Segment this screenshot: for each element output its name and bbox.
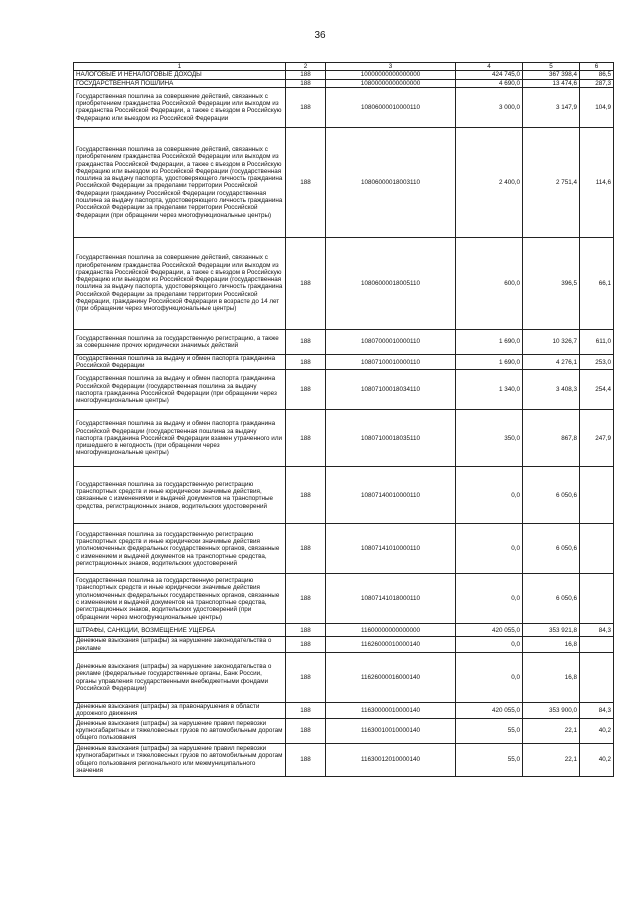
table-row	[74, 467, 614, 524]
plan-value: 420 055,0	[456, 624, 523, 637]
admin-code: 188	[286, 743, 326, 776]
actual-value: 367 398,4	[523, 71, 580, 79]
plan-value: 0,0	[456, 467, 523, 524]
item-name: Денежные взыскания (штрафы) за нарушение законодательства о рекламе (федеральные государственные органы, Банк России, органы управления государственными внебюджетными фондами Российской Федерации)	[74, 653, 286, 703]
admin-code: 188	[286, 703, 326, 719]
table-row	[74, 624, 614, 637]
budget-code: 10807141010000110	[326, 524, 456, 574]
table-row	[74, 524, 614, 574]
column-header: 1	[74, 63, 286, 71]
actual-value: 353 900,0	[523, 703, 580, 719]
item-name: Государственная пошлина за государственную регистрацию транспортных средств и иные юридически значимые действия уполномоченных федеральных государственных органов, связанные с изменением и выдачей документов на транспортные средства, регистрационных знаков, водительских удостоверений (при обращении через многофункциональные центры)	[74, 574, 286, 624]
actual-value: 396,5	[523, 237, 580, 329]
admin-code: 188	[286, 79, 326, 87]
plan-value: 2 400,0	[456, 127, 523, 237]
actual-value: 4 276,1	[523, 354, 580, 370]
budget-code: 10806000018003110	[326, 127, 456, 237]
plan-value: 350,0	[456, 410, 523, 467]
percent-value: 287,3	[580, 79, 614, 87]
budget-code: 10807100018034110	[326, 370, 456, 410]
column-header: 5	[523, 63, 580, 71]
item-name: Государственная пошлина за совершение действий, связанных с приобретением гражданства Российской Федерации или выходом из гражданства Российской Федерации, а также с въездом в Российскую Федерацию или выездом из Российской Федерации (государственная пошлина за выдачу паспорта, удостоверяющего личность гражданина Российской Федерации за пределами территории Российской Федерации, гражданину Российской Федерации в возрасте до 14 лет (при обращении через многофункциональные центры)	[74, 237, 286, 329]
actual-value: 22,1	[523, 743, 580, 776]
plan-value: 424 745,0	[456, 71, 523, 79]
actual-value: 2 751,4	[523, 127, 580, 237]
item-name: Денежные взыскания (штрафы) за нарушение правил перевозки крупногабаритных и тяжеловесных грузов по автомобильным дорогам общего пользования	[74, 718, 286, 743]
table-row	[74, 703, 614, 719]
table-row	[74, 653, 614, 703]
item-name: Денежные взыскания (штрафы) за правонарушения в области дорожного движения	[74, 703, 286, 719]
percent-value	[580, 524, 614, 574]
page-number: 36	[314, 30, 326, 41]
item-name: ГОСУДАРСТВЕННАЯ ПОШЛИНА	[74, 79, 286, 87]
actual-value: 13 474,6	[523, 79, 580, 87]
budget-code: 10806000010000110	[326, 87, 456, 127]
column-header: 3	[326, 63, 456, 71]
admin-code: 188	[286, 127, 326, 237]
admin-code: 188	[286, 237, 326, 329]
plan-value: 420 055,0	[456, 703, 523, 719]
plan-value: 1 690,0	[456, 329, 523, 354]
percent-value: 247,9	[580, 410, 614, 467]
actual-value: 6 050,6	[523, 574, 580, 624]
item-name: Денежные взыскания (штрафы) за нарушение законодательства о рекламе	[74, 637, 286, 653]
percent-value: 84,3	[580, 624, 614, 637]
admin-code: 188	[286, 87, 326, 127]
actual-value: 867,8	[523, 410, 580, 467]
table-row	[74, 329, 614, 354]
table-row	[74, 410, 614, 467]
table-row	[74, 743, 614, 776]
admin-code: 188	[286, 637, 326, 653]
budget-code: 10807100018035110	[326, 410, 456, 467]
actual-value: 3 147,9	[523, 87, 580, 127]
item-name: Государственная пошлина за государственную регистрацию, а также за совершение прочих юридически значимых действий	[74, 329, 286, 354]
percent-value: 84,3	[580, 703, 614, 719]
plan-value: 600,0	[456, 237, 523, 329]
table-row	[74, 71, 614, 79]
percent-value: 253,0	[580, 354, 614, 370]
column-header: 4	[456, 63, 523, 71]
percent-value: 40,2	[580, 718, 614, 743]
actual-value: 16,8	[523, 637, 580, 653]
budget-code: 11630010010000140	[326, 718, 456, 743]
budget-code: 11630012010000140	[326, 743, 456, 776]
percent-value: 66,1	[580, 237, 614, 329]
item-name: Государственная пошлина за выдачу и обмен паспорта гражданина Российской Федерации	[74, 354, 286, 370]
admin-code: 188	[286, 354, 326, 370]
table-row	[74, 237, 614, 329]
admin-code: 188	[286, 524, 326, 574]
item-name: Денежные взыскания (штрафы) за нарушение правил перевозки крупногабаритных и тяжеловесных грузов по автомобильным дорогам общего пользования регионального или межмуниципального значения	[74, 743, 286, 776]
percent-value: 104,9	[580, 87, 614, 127]
budget-code: 10807100010000110	[326, 354, 456, 370]
plan-value: 1 690,0	[456, 354, 523, 370]
table-row	[74, 354, 614, 370]
actual-value: 10 326,7	[523, 329, 580, 354]
item-name: Государственная пошлина за выдачу и обмен паспорта гражданина Российской Федерации (государственная пошлина за выдачу паспорта гражданина Российской Федерации взамен утраченного или пришедшего в негодность (при обращении через многофункциональные центры)	[74, 410, 286, 467]
item-name: Государственная пошлина за государственную регистрацию транспортных средств и иные юридически значимые действия уполномоченных федеральных государственных органов, связанные с изменением и выдачей документов на транспортные средства, регистрационных знаков, водительских удостоверений	[74, 524, 286, 574]
percent-value	[580, 653, 614, 703]
percent-value	[580, 574, 614, 624]
admin-code: 188	[286, 71, 326, 79]
plan-value: 0,0	[456, 574, 523, 624]
plan-value: 55,0	[456, 718, 523, 743]
table-row	[74, 574, 614, 624]
actual-value: 6 050,6	[523, 524, 580, 574]
budget-code: 10807140010000110	[326, 467, 456, 524]
actual-value: 3 408,3	[523, 370, 580, 410]
admin-code: 188	[286, 329, 326, 354]
percent-value: 611,0	[580, 329, 614, 354]
table-row	[74, 637, 614, 653]
admin-code: 188	[286, 370, 326, 410]
plan-value: 55,0	[456, 743, 523, 776]
percent-value	[580, 467, 614, 524]
plan-value: 1 340,0	[456, 370, 523, 410]
item-name: НАЛОГОВЫЕ И НЕНАЛОГОВЫЕ ДОХОДЫ	[74, 71, 286, 79]
table-row	[74, 718, 614, 743]
percent-value: 40,2	[580, 743, 614, 776]
admin-code: 188	[286, 624, 326, 637]
budget-code: 10800000000000000	[326, 79, 456, 87]
percent-value: 86,5	[580, 71, 614, 79]
plan-value: 3 000,0	[456, 87, 523, 127]
admin-code: 188	[286, 653, 326, 703]
budget-code: 10807000010000110	[326, 329, 456, 354]
budget-code: 10000000000000000	[326, 71, 456, 79]
item-name: Государственная пошлина за государственную регистрацию транспортных средств и иные юридически значимые действия, связанные с изменениями и выдачей документов на транспортные средства, регистрационных знаков, водительских удостоверений	[74, 467, 286, 524]
item-name: Государственная пошлина за совершение действий, связанных с приобретением гражданства Российской Федерации или выходом из гражданства Российской Федерации, а также с въездом в Российскую Федерацию или выездом из Российской Федерации	[74, 87, 286, 127]
percent-value: 114,6	[580, 127, 614, 237]
column-header: 6	[580, 63, 614, 71]
budget-code: 11626000010000140	[326, 637, 456, 653]
plan-value: 4 690,0	[456, 79, 523, 87]
table-row	[74, 79, 614, 87]
actual-value: 16,8	[523, 653, 580, 703]
revenue-table	[73, 62, 614, 777]
admin-code: 188	[286, 467, 326, 524]
item-name: Государственная пошлина за выдачу и обмен паспорта гражданина Российской Федерации (государственная пошлина за выдачу паспорта гражданина Российской Федерации (при обращении через многофункциональные центры)	[74, 370, 286, 410]
percent-value	[580, 637, 614, 653]
table-row	[74, 370, 614, 410]
budget-code: 11626000016000140	[326, 653, 456, 703]
plan-value: 0,0	[456, 653, 523, 703]
item-name: ШТРАФЫ, САНКЦИИ, ВОЗМЕЩЕНИЕ УЩЕРБА	[74, 624, 286, 637]
plan-value: 0,0	[456, 524, 523, 574]
column-number-row	[74, 63, 614, 71]
actual-value: 22,1	[523, 718, 580, 743]
admin-code: 188	[286, 718, 326, 743]
table-row	[74, 87, 614, 127]
table-row	[74, 127, 614, 237]
budget-code: 10807141018000110	[326, 574, 456, 624]
budget-code: 11630000010000140	[326, 703, 456, 719]
admin-code: 188	[286, 410, 326, 467]
actual-value: 353 921,8	[523, 624, 580, 637]
budget-code: 11600000000000000	[326, 624, 456, 637]
actual-value: 6 050,6	[523, 467, 580, 524]
percent-value: 254,4	[580, 370, 614, 410]
item-name: Государственная пошлина за совершение действий, связанных с приобретением гражданства Российской Федерации или выходом из гражданства Российской Федерации, а также с въездом в Российскую Федерацию или выездом из Российской Федерации (государственная пошлина за выдачу паспорта, удостоверяющего личность гражданина Российской Федерации за пределами территории Российской Федерации гражданину Российской Федерации государственная пошлина за выдачу паспорта, удостоверяющего личность гражданина Российской Федерации за пределами территории Российской Федерации (при обращении через многофункциональные центры)	[74, 127, 286, 237]
plan-value: 0,0	[456, 637, 523, 653]
admin-code: 188	[286, 574, 326, 624]
column-header: 2	[286, 63, 326, 71]
budget-code: 10806000018005110	[326, 237, 456, 329]
